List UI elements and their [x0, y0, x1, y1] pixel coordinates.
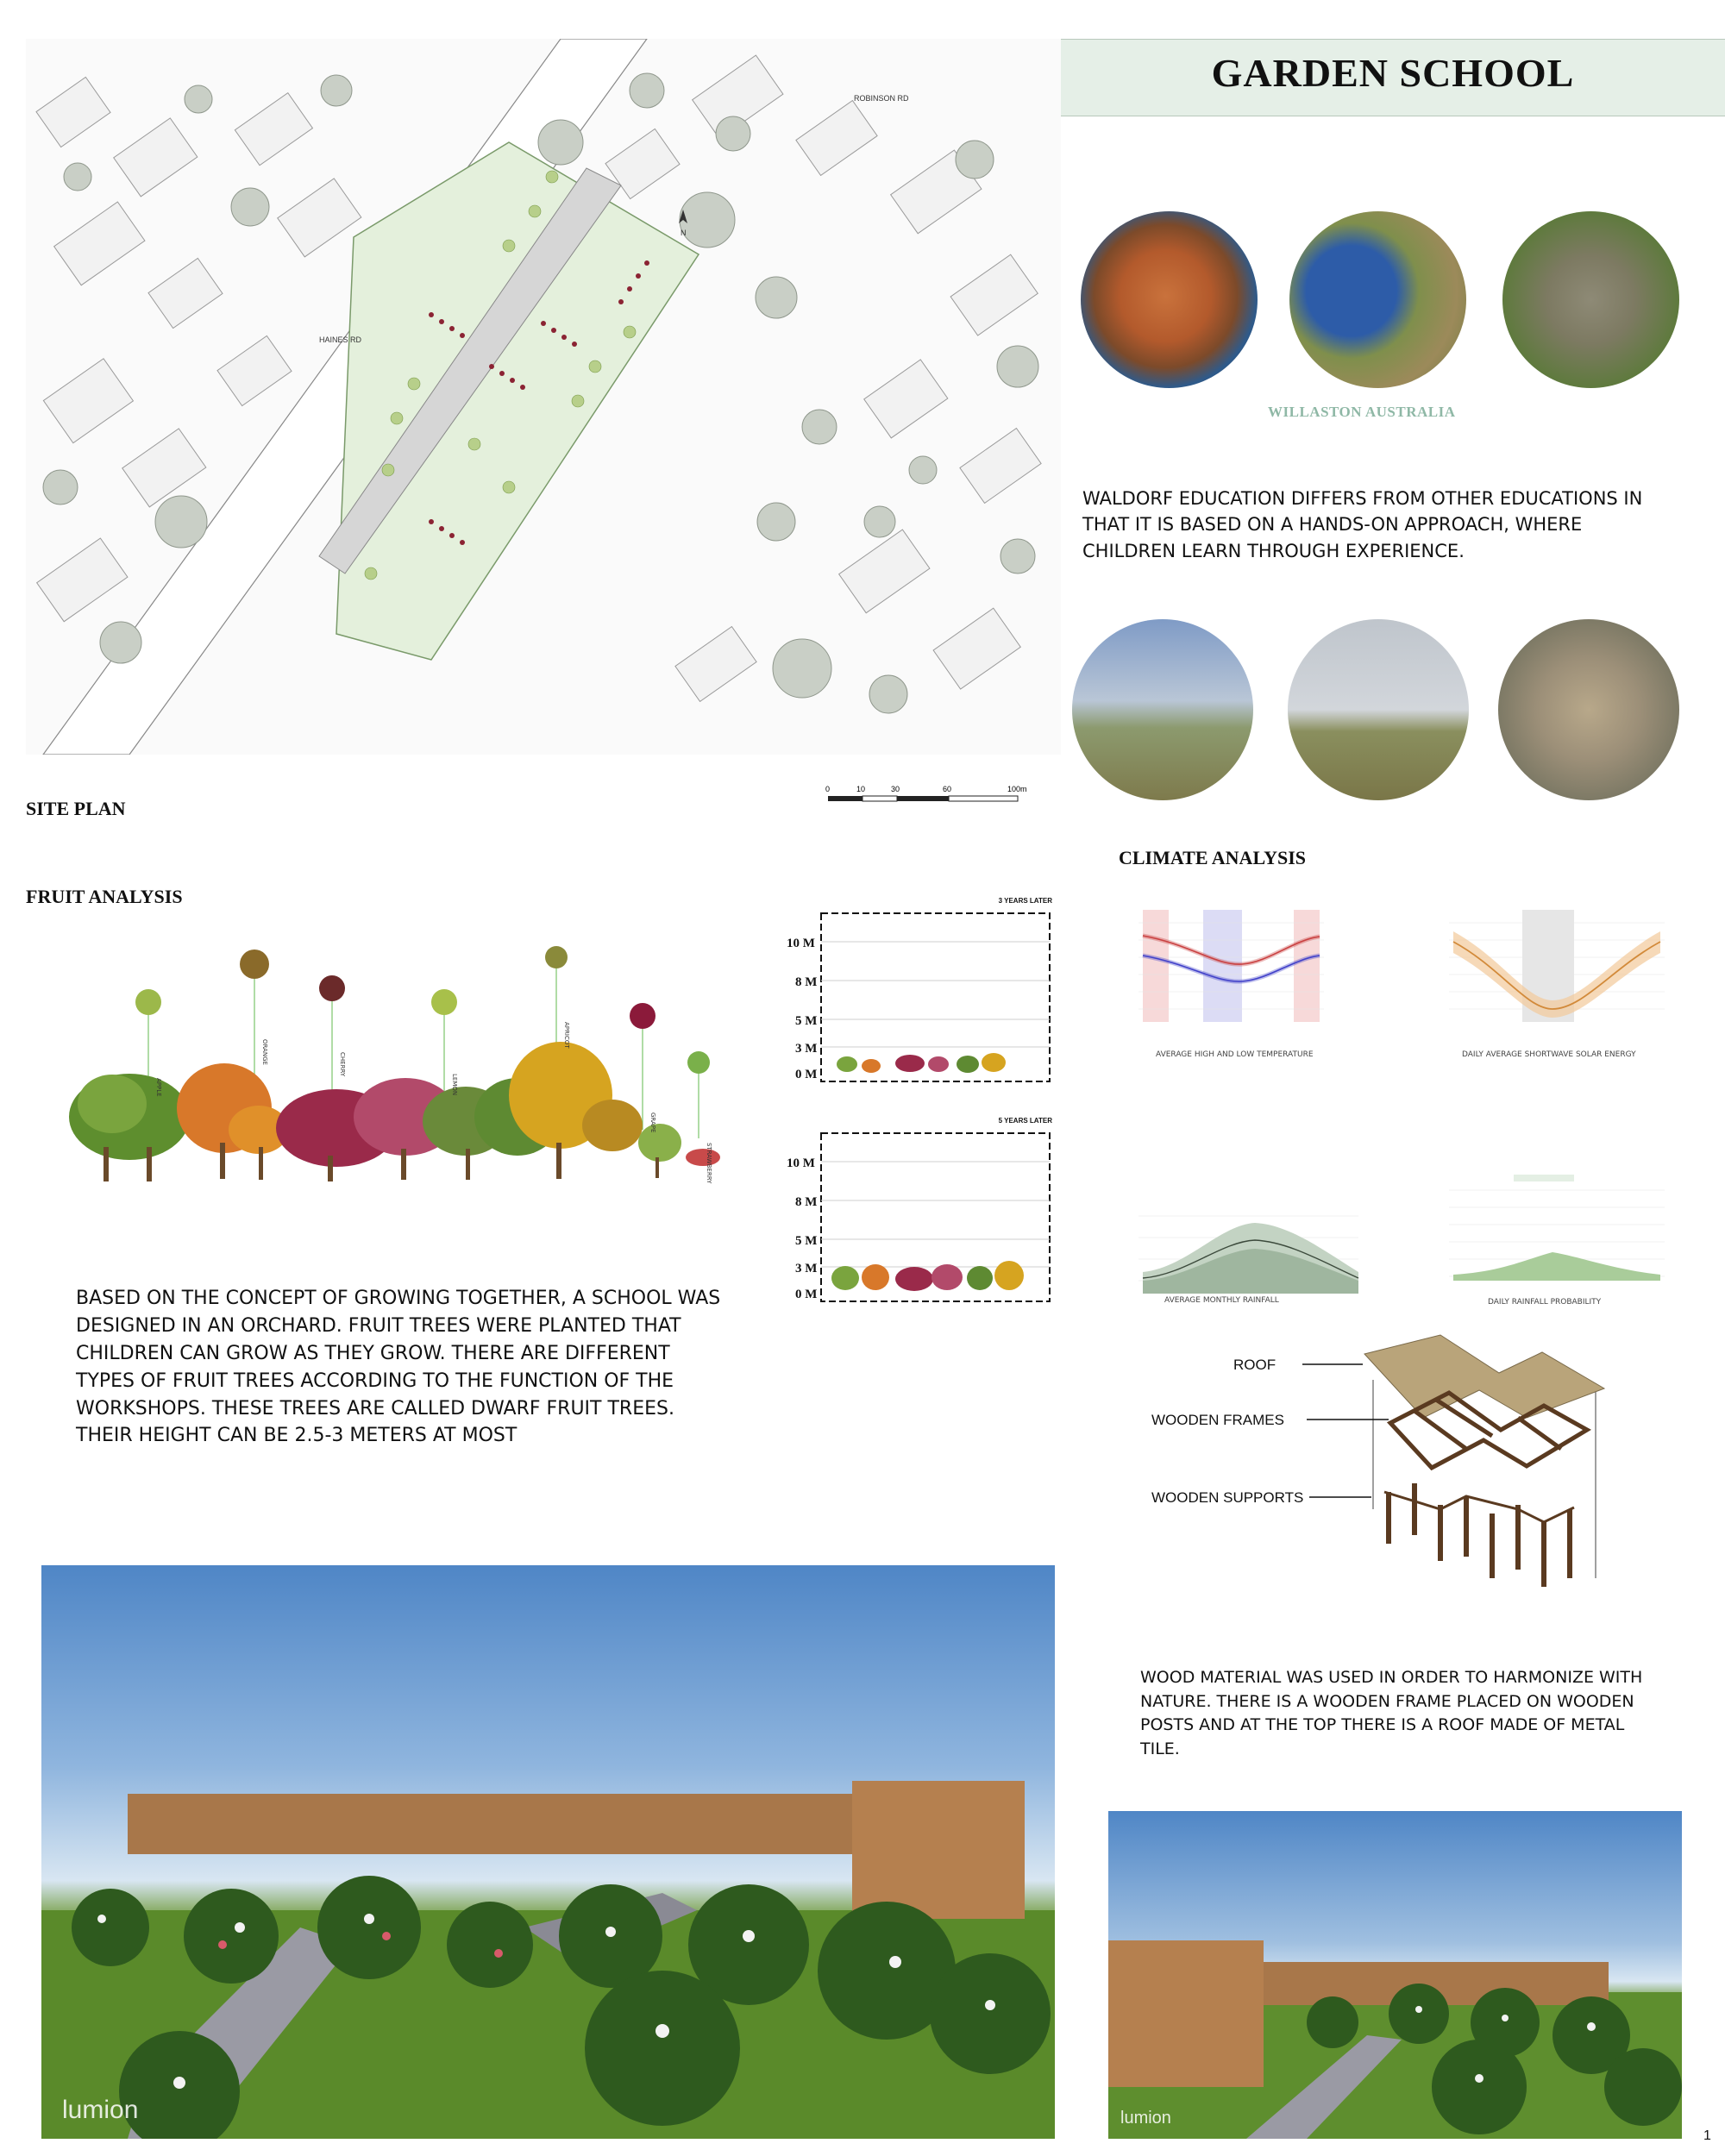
- tree-label-lemon: LEMON: [451, 1074, 458, 1096]
- garden-school-render-main-image: [41, 1565, 1055, 2139]
- height-tick-8m: 8 M: [795, 1195, 818, 1209]
- page-number: 1: [1703, 2128, 1711, 2143]
- location-caption: WILLASTON AUSTRALIA: [1268, 404, 1456, 420]
- road-label-robinson: ROBINSON RD: [854, 94, 909, 103]
- site-photo-field-image: [1072, 619, 1253, 800]
- height-tick-0m: 0 M: [795, 1288, 818, 1301]
- site-plan: [26, 39, 1061, 755]
- svg-text:10: 10: [856, 785, 866, 793]
- structure-label-frames: WOODEN FRAMES: [1151, 1412, 1284, 1428]
- south-australia-map-image: [1289, 211, 1466, 388]
- structure-label-roof: ROOF: [1233, 1357, 1276, 1373]
- concept-text: BASED ON THE CONCEPT OF GROWING TOGETHER, A SCHOOL WAS DESIGNED IN AN ORCHARD. FRUIT TREES WERE PLANTED THAT CHILDREN CAN GROW AS THEY GROW. THERE ARE DIFFERENT TYPES OF FRUIT TREES ACCORDING TO THE FUNCTION OF THE WORKSHOPS. THESE TREES ARE CALLED DWARF FRUIT TREES. THEIR HEIGHT CAN BE 2.5-3 METERS AT MOST: [76, 1288, 721, 1447]
- growth-chart-3-years-title: 3 YEARS LATER: [998, 897, 1052, 905]
- temperature-chart-caption: AVERAGE HIGH AND LOW TEMPERATURE: [1156, 1050, 1314, 1059]
- svg-text:100m: 100m: [1007, 785, 1027, 793]
- site-photo-open-land-image: [1288, 619, 1469, 800]
- growth-chart-3-years: [776, 897, 1061, 1091]
- site-plan-drawing: [26, 39, 1061, 755]
- tree-label-orange: ORANGE: [261, 1039, 268, 1065]
- temperature-chart: [1121, 906, 1337, 1035]
- svg-text:30: 30: [891, 785, 900, 793]
- tree-label-grape: GRAPE: [649, 1112, 656, 1133]
- growth-chart-5-years-title: 5 YEARS LATER: [998, 1117, 1052, 1125]
- rainfall-probability-chart-caption: DAILY RAINFALL PROBABILITY: [1488, 1298, 1602, 1307]
- height-tick-10m: 10 M: [787, 937, 815, 950]
- fruit-trees-illustration: [52, 923, 724, 1190]
- road-label-haines: HAINES RD: [319, 335, 362, 344]
- growth-chart-5-years: [776, 1117, 1061, 1311]
- site-aerial-photo-image: [1498, 619, 1679, 800]
- fruit-analysis-label: FRUIT ANALYSIS: [26, 886, 183, 907]
- height-tick-5m: 5 M: [795, 1234, 818, 1248]
- height-tick-5m: 5 M: [795, 1014, 818, 1028]
- tree-label-cherry: CHERRY: [339, 1052, 346, 1077]
- lumion-watermark: lumion: [1120, 2109, 1171, 2128]
- tree-label-strawberry: STRAWBERRY: [706, 1143, 712, 1184]
- rainfall-chart-caption: AVERAGE MONTHLY RAINFALL: [1164, 1296, 1279, 1305]
- height-tick-8m: 8 M: [795, 975, 818, 989]
- svg-text:60: 60: [943, 785, 952, 793]
- solar-energy-chart: [1432, 906, 1682, 1035]
- scale-bar: [824, 783, 1039, 818]
- australia-map-image: [1081, 211, 1258, 388]
- svg-text:N: N: [681, 229, 687, 237]
- tree-label-apple: APPLE: [155, 1078, 162, 1097]
- rainfall-probability-chart: [1432, 1173, 1682, 1289]
- wood-material-text: WOOD MATERIAL WAS USED IN ORDER TO HARMONIZE WITH NATURE. THERE IS A WOODEN FRAME PLACED ON WOODEN POSTS AND AT THE TOP THERE IS A ROOF MADE OF METAL TILE.: [1140, 1668, 1643, 1758]
- waldorf-text: WALDORF EDUCATION DIFFERS FROM OTHER EDUCATIONS IN THAT IT IS BASED ON A HANDS-ON APPROACH, WHERE CHILDREN LEARN THROUGH EXPERIENCE.: [1082, 488, 1643, 561]
- solar-energy-chart-caption: DAILY AVERAGE SHORTWAVE SOLAR ENERGY: [1462, 1050, 1636, 1059]
- height-tick-3m: 3 M: [795, 1262, 818, 1275]
- structure-label-supports: WOODEN SUPPORTS: [1151, 1489, 1304, 1506]
- willaston-map-image: [1502, 211, 1679, 388]
- svg-text:0: 0: [825, 785, 831, 793]
- site-plan-label: SITE PLAN: [26, 798, 126, 819]
- lumion-watermark: lumion: [62, 2096, 139, 2124]
- height-tick-10m: 10 M: [787, 1156, 815, 1170]
- height-tick-0m: 0 M: [795, 1068, 818, 1081]
- garden-school-render-secondary-image: [1108, 1811, 1682, 2139]
- rainfall-chart: [1117, 1199, 1376, 1302]
- climate-analysis-label: CLIMATE ANALYSIS: [1119, 847, 1307, 868]
- page-title: GARDEN SCHOOL: [1211, 51, 1575, 95]
- height-tick-3m: 3 M: [795, 1042, 818, 1056]
- tree-label-apricot: APRICOT: [563, 1022, 570, 1049]
- structure-exploded-diagram: [1138, 1328, 1673, 1613]
